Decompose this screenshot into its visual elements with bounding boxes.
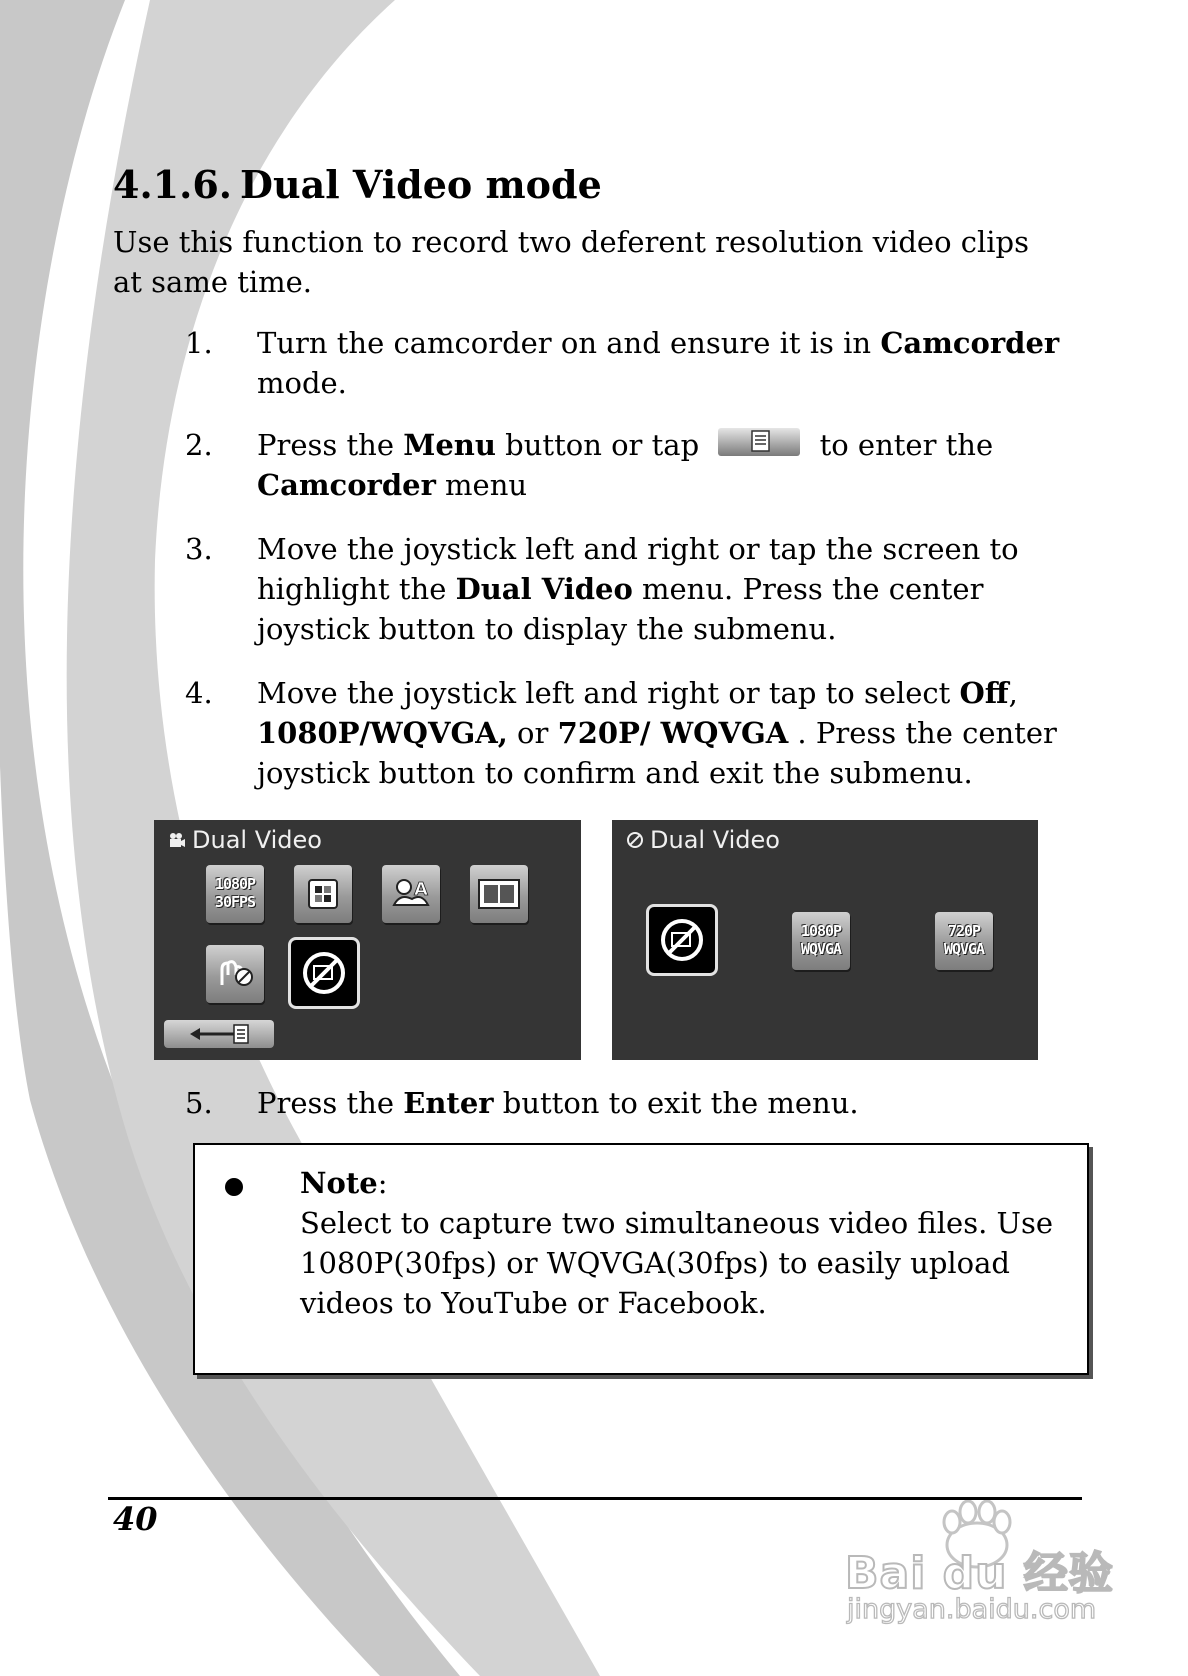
svg-text:A: A [414,879,428,900]
dual-video-submenu-screen [612,820,1038,1060]
bullet-icon [225,1178,243,1196]
section-heading [113,162,602,207]
camcorder-menu-screen [154,820,581,1060]
dual-video-option-selected[interactable] [288,937,360,1009]
step-text: Turn the camcorder on and ensure it is in Camcorder mode. [257,326,1060,400]
frame-option-icon[interactable] [470,865,528,923]
step-number: 4. [185,676,213,710]
screen-title: Dual Video [626,826,780,854]
dual-video-off-icon [626,831,644,849]
menu-button-icon [718,427,800,457]
step-number: 3. [185,532,213,566]
section-number: 4.1.6. [113,162,233,207]
720p-wqvga-option[interactable]: 720P WQVGA [935,912,993,970]
watermark-brand: Bai du 经验 [845,1548,1114,1599]
back-button[interactable] [164,1020,274,1048]
note-title: Note: [300,1166,388,1200]
step-number: 2. [185,428,213,462]
screen-title: Dual Video [168,826,322,854]
step-text: Press the Enter button to exit the menu. [257,1086,859,1120]
watermark-url: jingyan.baidu.com [847,1594,1097,1625]
quality-option-icon[interactable] [294,865,352,923]
white-balance-option-icon[interactable] [382,865,440,923]
stabilizer-option-icon[interactable] [206,945,264,1003]
intro-paragraph: Use this function to record two deferent resolution video clips at same time. [113,225,1029,299]
page-number: 40 [113,1500,158,1538]
step-text: Move the joystick left and right or tap the screen to highlight the Dual Video menu. Press the center joystick button to display the submenu. [257,532,1019,646]
step-text: Press the Menu button or tap to enter the Camcorder menu [257,428,994,502]
1080p-wqvga-option[interactable]: 1080P WQVGA [792,912,850,970]
resolution-option-icon[interactable]: 1080P 30FPS [206,865,264,923]
note-body: Select to capture two simultaneous video files. Use 1080P(30fps) or WQVGA(30fps) to easily upload videos to YouTube or Facebook. [300,1206,1054,1320]
step-number: 1. [185,326,213,360]
camcorder-mode-icon [168,831,186,849]
section-title: Dual Video mode [240,162,602,207]
note-box [193,1143,1089,1375]
step-text: Move the joystick left and right or tap to select Off, 1080P/WQVGA, or 720P/ WQVGA . Press the center joystick button to confirm and exit the submenu. [257,676,1057,790]
step-number: 5. [185,1086,213,1120]
dual-video-off-option[interactable] [646,904,718,976]
